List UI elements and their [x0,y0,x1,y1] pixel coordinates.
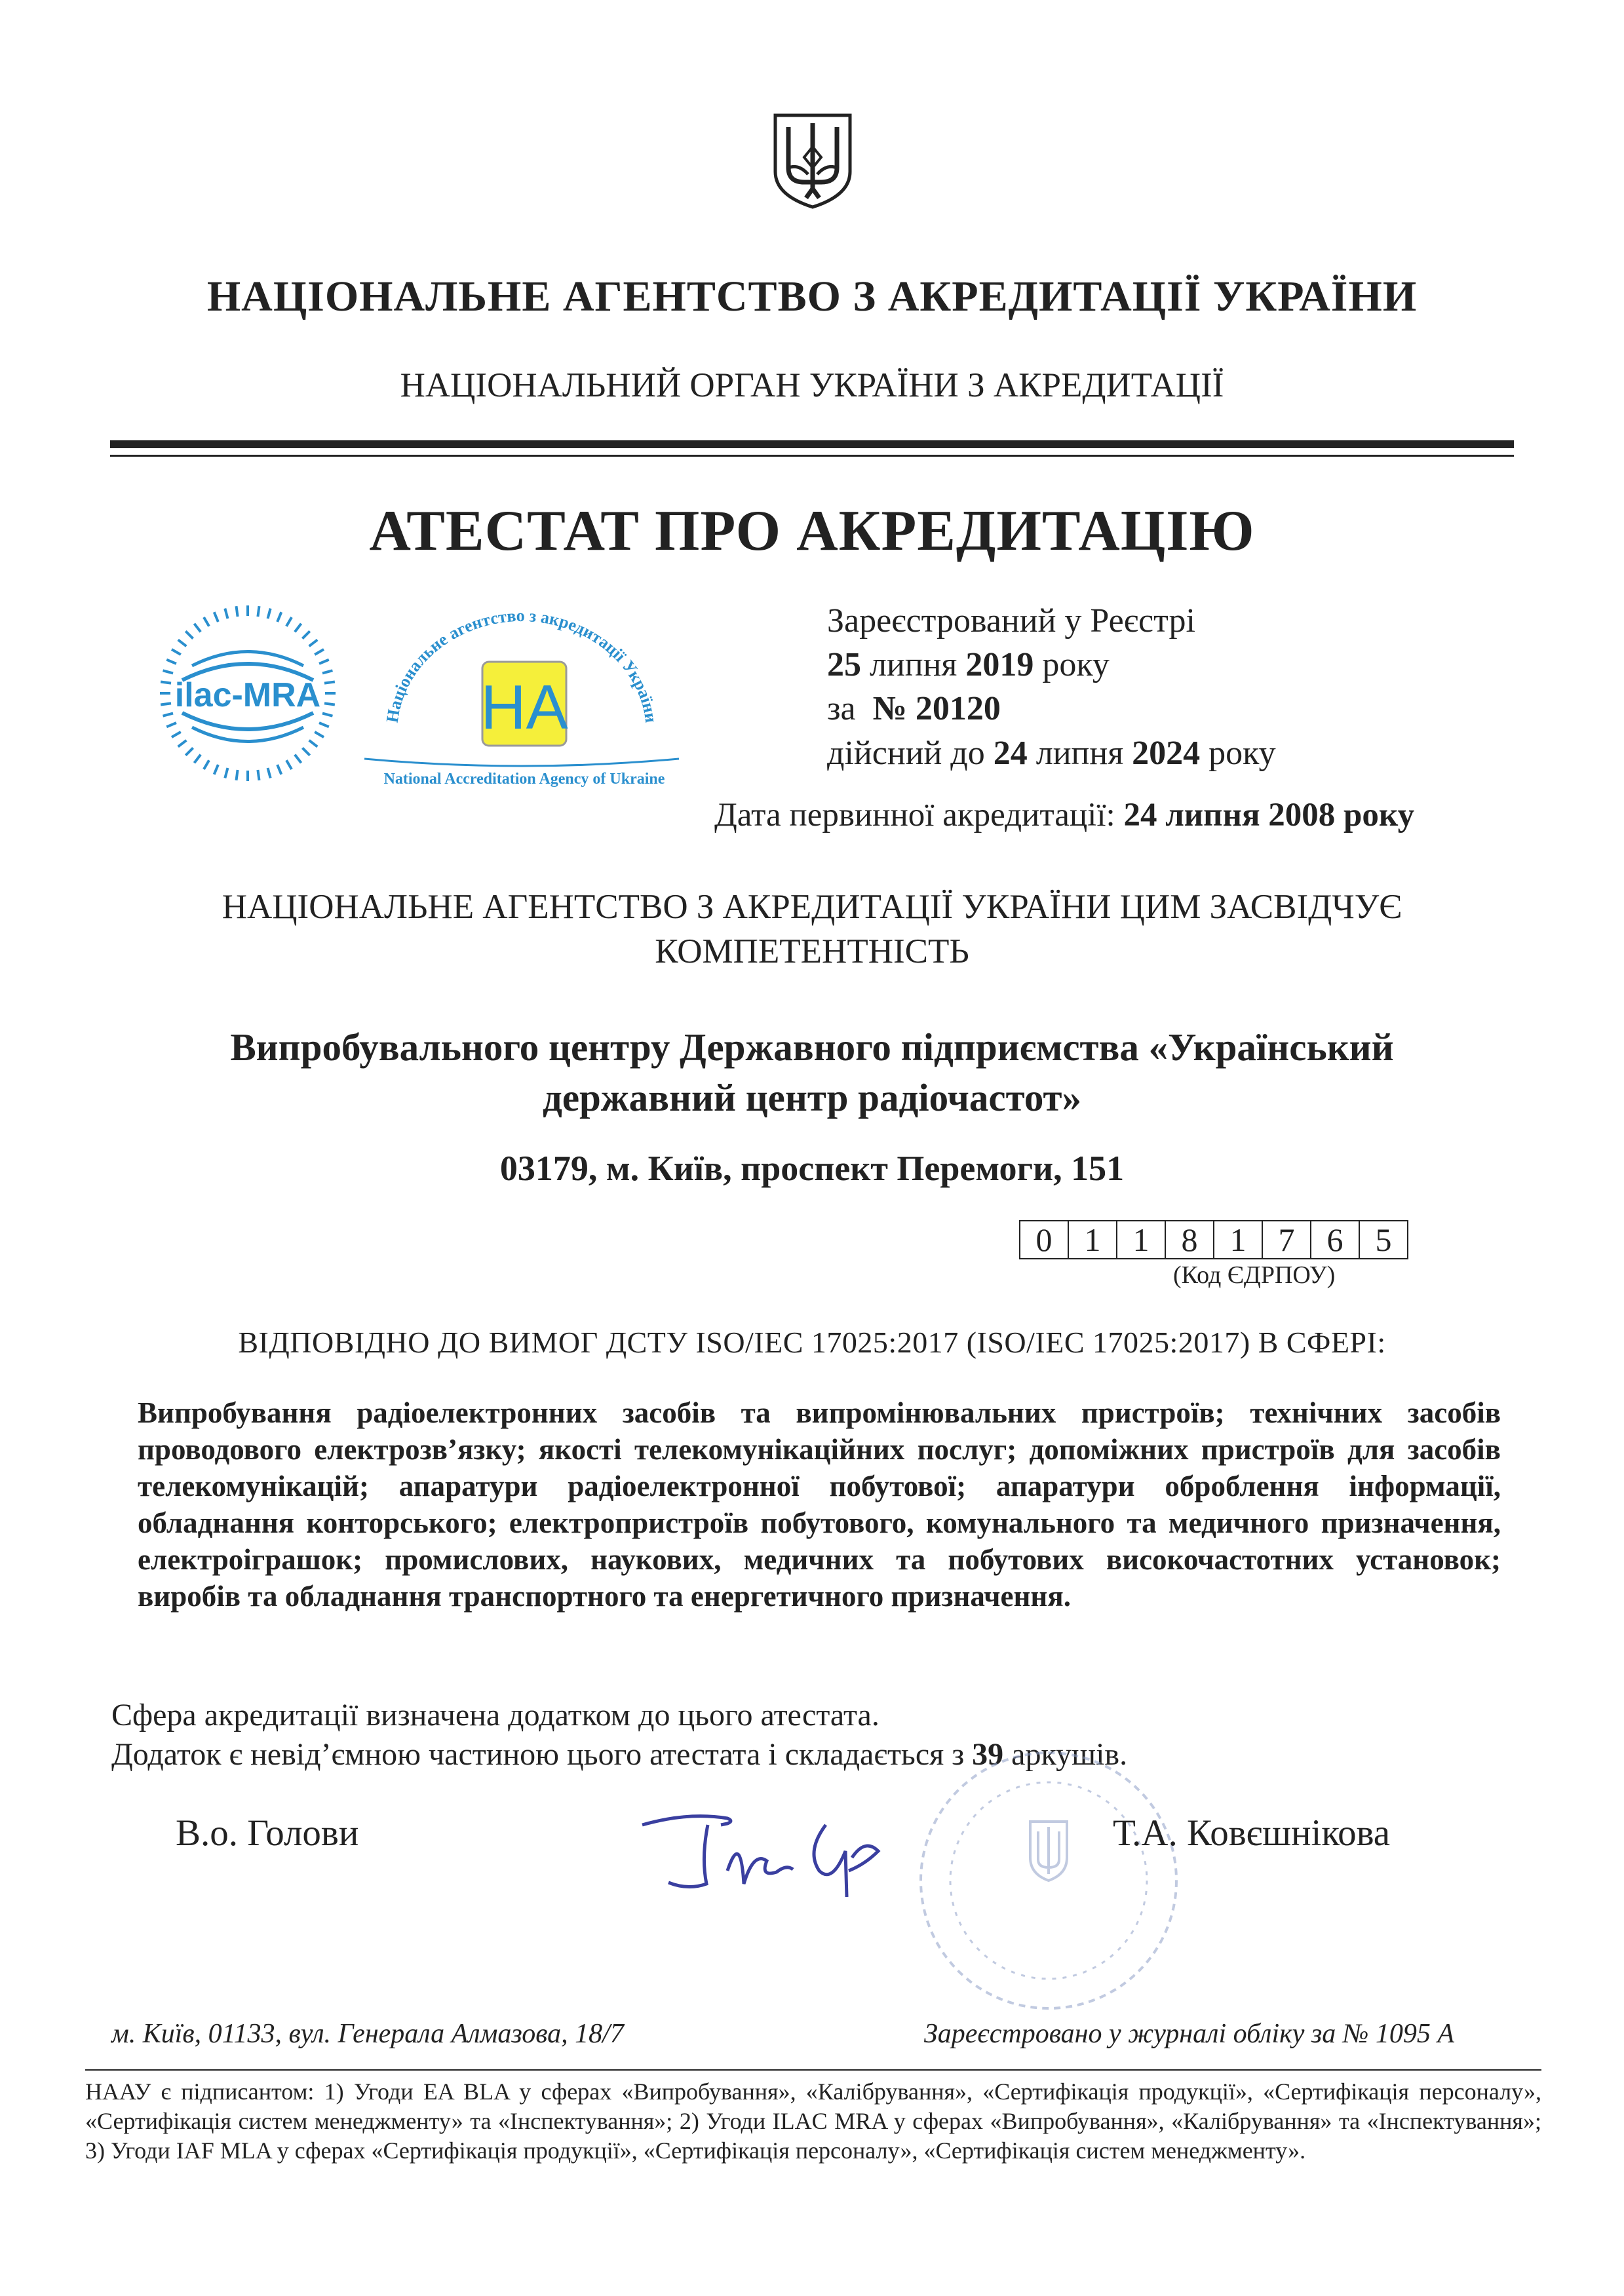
agency-subtitle: НАЦІОНАЛЬНИЙ ОРГАН УКРАЇНИ З АКРЕДИТАЦІЇ [400,366,1224,404]
ilac-ring-tick [302,748,309,755]
ilac-ring-tick [161,682,171,683]
registration-date: 25 липня 2019 року [827,646,1110,683]
ilac-ring-tick [185,748,193,755]
ilac-ring-tick [322,714,332,716]
ilac-ring-tick [194,755,201,763]
ilac-ring-tick [178,740,187,747]
journal-registration: Зареєстровано у журналі обліку за № 1095 А [924,2019,1455,2049]
ilac-ring-tick [214,765,218,775]
document-title: АТЕСТАТ ПРО АКРЕДИТАЦІЮ [369,499,1255,563]
ilac-ring-tick [194,624,201,632]
edrpou-digit: 0 [1020,1221,1069,1258]
ilac-ring-tick [302,631,309,638]
ilac-ring-tick [178,640,187,646]
ilac-ring-tick [309,640,318,646]
ilac-ring-tick [324,703,335,704]
footer-divider [85,2069,1541,2071]
ilac-ring-tick [324,682,335,683]
signatory-role: В.о. Голови [176,1812,359,1854]
ilac-ring-tick [172,649,181,655]
agency-title: НАЦІОНАЛЬНЕ АГЕНТСТВО З АКРЕДИТАЦІЇ УКРАЇНИ [206,273,1418,320]
scope-note: Сфера акредитації визначена додатком до цього атестата. [111,1698,880,1732]
edrpou-digit: 6 [1311,1221,1360,1258]
ilac-ring-tick [237,606,238,617]
ilac-ring-tick [161,703,171,704]
ilac-ring-tick [286,617,292,626]
organization-address: 03179, м. Київ, проспект Перемоги, 151 [499,1149,1125,1188]
ilac-ring-tick [309,740,318,747]
ilac-ring-tick [172,732,181,737]
ilac-mra-logo [156,602,339,785]
ilac-ring-tick [268,768,271,778]
ilac-ring-tick [315,649,324,655]
ilac-ring-tick [268,609,271,619]
naau-arc-text: Національне агентство з акредитації України [382,605,661,724]
ilac-ring-tick [225,768,227,778]
certifies-statement: НАЦІОНАЛЬНЕ АГЕНТСТВО З АКРЕДИТАЦІЇ УКРАЇНИ ЦИМ ЗАСВІДЧУЄ КОМПЕТЕНТНІСТЬ [222,888,1402,970]
ilac-ring-tick [214,612,218,622]
ilac-ring-tick [315,732,324,737]
registration-number: за № 20120 [827,690,1001,727]
edrpou-digit: 1 [1117,1221,1166,1258]
ilac-ring-tick [319,660,329,664]
ilac-ring-tick [258,770,259,780]
ilac-ring-tick [163,714,173,716]
handwritten-signature [629,1799,904,1904]
agency-address: м. Київ, 01133, вул. Генерала Алмазова, 18/7 [111,2019,624,2049]
ilac-ring-tick [277,612,281,622]
valid-until: дійсний до 24 липня 2024 року [827,735,1276,772]
ilac-ring-tick [204,760,209,769]
ilac-ring-tick [237,770,238,780]
signatory-agreements-note: НААУ є підписантом: 1) Угоди EA BLA у сферах «Випробування», «Калібрування», «Сертифікація продукції», «Сертифікація персоналу», «Сертифікація систем менеджменту» та «Інспектування»; 2) Угоди ILAC MRA у сферах «Випробування», «Калібрування» та «Інспектування»; 3) Угоди IAF MLA у сферах «Сертифікація продукції», «Сертифікація персоналу», «Сертифікація систем менеджменту». [85,2078,1541,2164]
edrpou-code-box [1019,1220,1408,1259]
ilac-ring-tick [166,723,176,727]
official-seal [911,1743,1186,2018]
organization-name: Випробувального центру Державного підприємства «Український державний центр радіочастот» [230,1025,1394,1119]
trident-coat-of-arms-icon [770,111,855,210]
ilac-ring-tick [322,670,332,673]
signatory-name: Т.А. Ковєшнікова [1113,1812,1391,1854]
ilac-ring-tick [163,670,173,673]
ilac-ring-tick [286,760,292,769]
ilac-ring-tick [185,631,193,638]
ilac-ring-tick [295,624,301,632]
header-divider-thin [110,455,1514,457]
edrpou-digit: 7 [1263,1221,1311,1258]
naau-english-name: National Accreditation Agency of Ukraine [383,771,665,788]
annex-note: Додаток є невід’ємною частиною цього атестата і складається з 39 аркушів. [111,1737,1128,1772]
accreditation-scope: Випробування радіоелектронних засобів та випромінювальних пристроїв; технічних засобів проводового електрозв’язку; якості телекомунікаційних послуг; допоміжних пристроїв для засобів телекомунікацій; апаратури радіоелектронної побутової; апаратури оброблення інформації, обладнання конторського; електропристроїв побутового, комунального та медичного призначення, електроіграшок; промислових, наукових, медичних та побутових високочастотних установок; виробів та обладнання транспортного та енергетичного призначення. [138,1396,1501,1613]
primary-accreditation-date: Дата первинної акредитації: 24 липня 2008 року [714,797,1415,833]
ilac-ring-tick [225,609,227,619]
ilac-ring-tick [204,617,209,626]
ilac-ring-tick [277,765,281,775]
edrpou-digit: 5 [1375,1221,1392,1258]
naau-emblem-text: НА [480,672,568,742]
edrpou-label: (Код ЄДРПОУ) [1173,1261,1336,1289]
ilac-ring-tick [295,755,301,763]
edrpou-digit: 8 [1166,1221,1214,1258]
edrpou-digit: 1 [1214,1221,1263,1258]
ilac-ring-tick [319,723,329,727]
header-divider [110,440,1514,448]
edrpou-digit: 1 [1069,1221,1117,1258]
ilac-ring-tick [166,660,176,664]
ilac-ring-tick [258,606,259,617]
registry-line: Зареєстрований у Реєстрі [827,602,1195,640]
requirements-heading: ВІДПОВІДНО ДО ВИМОГ ДСТУ ISO/IEC 17025:2017 (ISO/IEC 17025:2017) В СФЕРІ: [238,1326,1386,1359]
ilac-logo-text: ilac-MRA [174,676,321,714]
naau-logo [351,602,692,798]
